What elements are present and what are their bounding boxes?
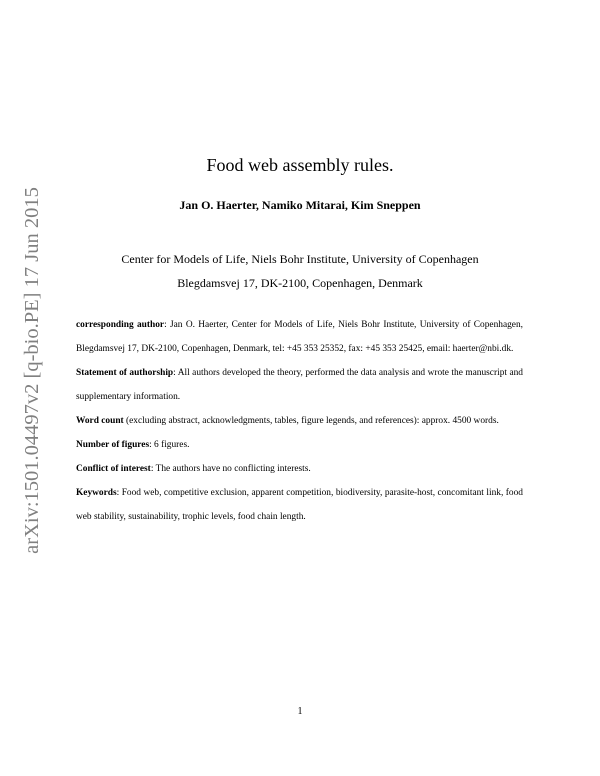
field-keywords (76, 481, 523, 529)
field-text: : 6 figures. (149, 440, 190, 450)
paper-title: Food web assembly rules. (206, 155, 394, 175)
field-text: : Food web, competitive exclusion, apparent competition, biodiversity, parasite-host, concomitant link, food web stability, sustainability, trophic levels, food chain length. (76, 488, 523, 522)
author-list: Jan O. Haerter, Namiko Mitarai, Kim Sneppen (179, 198, 421, 212)
field-number-of-figures (76, 433, 523, 457)
field-label: Number of figures (76, 440, 150, 450)
field-text: : Jan O. Haerter, Center for Models of Life, Niels Bohr Institute, University of Copenhagen, Blegdamsvej 17, DK-2100, Copenhagen, Denmark, tel: +45 353 25352, fax: +45 353 25425, email: haerter@nbi.dk. (76, 320, 523, 354)
field-corresponding-author (76, 313, 523, 361)
field-label: Conflict of interest (76, 464, 151, 474)
arxiv-identifier-text: arXiv:1501.04497v2 [q-bio.PE] 17 Jun 2015 (20, 186, 43, 554)
field-statement-of-authorship (76, 361, 523, 409)
arxiv-identifier-stamp (14, 180, 50, 560)
field-word-count (76, 409, 523, 433)
field-label: Statement of authorship (76, 368, 174, 378)
affiliation-line-2: Blegdamsvej 17, DK-2100, Copenhagen, Denmark (177, 276, 423, 290)
page-number: 1 (297, 706, 303, 717)
front-matter-fields (76, 313, 523, 529)
field-text: : All authors developed the theory, performed the data analysis and wrote the manuscript and supplementary information. (76, 368, 523, 402)
affiliation-line-1: Center for Models of Life, Niels Bohr Institute, University of Copenhagen (121, 252, 479, 266)
field-conflict-of-interest (76, 457, 523, 481)
field-label: Word count (76, 416, 124, 426)
field-text: : The authors have no conflicting interests. (150, 464, 311, 474)
field-label: corresponding author (76, 320, 165, 330)
field-label: Keywords (76, 488, 117, 498)
field-text: (excluding abstract, acknowledgments, tables, figure legends, and references): approx. 4500 words. (123, 416, 499, 426)
